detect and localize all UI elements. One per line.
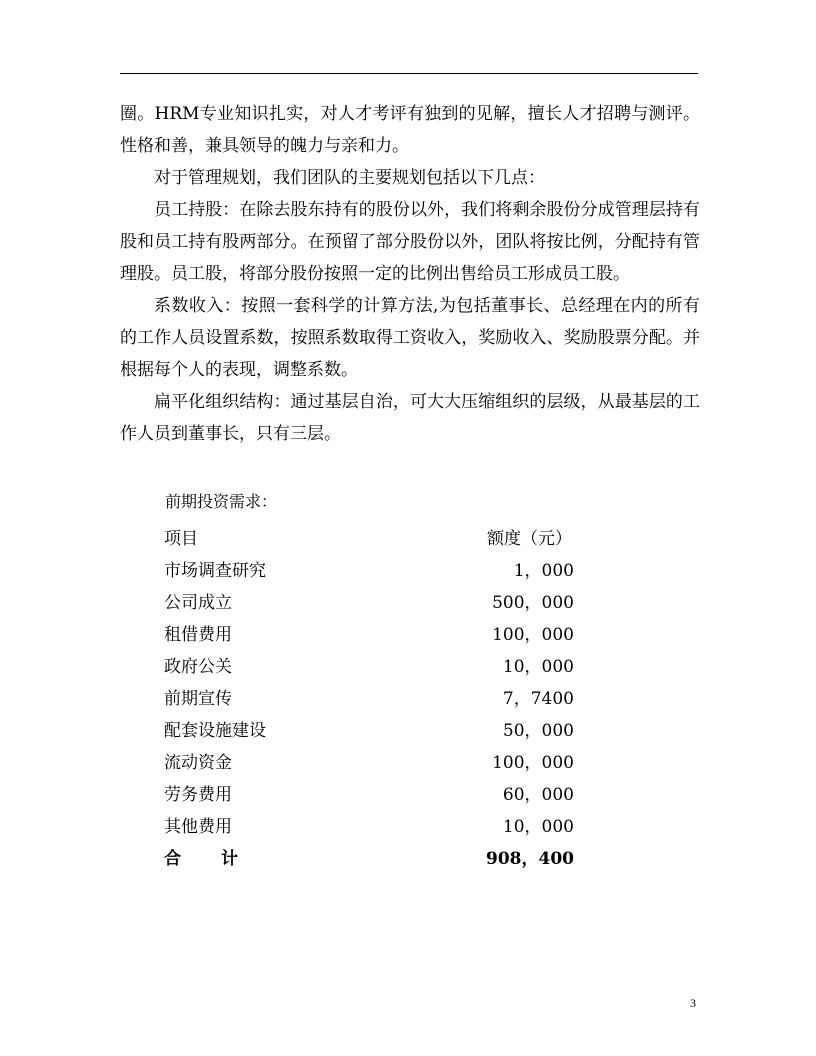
row-amount: 500，000 — [492, 592, 574, 613]
row-item: 公司成立 — [164, 592, 232, 613]
table-row — [160, 552, 574, 584]
row-item: 前期宣传 — [164, 688, 232, 709]
paragraph-flat-structure: 扁平化组织结构：通过基层自治，可大大压缩组织的层级，从最基层的工作人员到董事长，只有三层。 — [120, 392, 700, 444]
row-item: 流动资金 — [164, 752, 232, 773]
investment-heading: 前期投资需求： — [165, 492, 278, 511]
paragraph-employee-stock: 员工持股：在除去股东持有的股份以外，我们将剩余股份分成管理层持有股和员工持有股两部分。在预留了部分股份以外，团队将按比例，分配持有管理股。员工股，将部分股份按照一定的比例出售给员工形成员工股。 — [120, 200, 700, 284]
table-row — [160, 584, 574, 616]
row-amount: 10，000 — [502, 816, 574, 837]
row-item: 政府公关 — [164, 656, 232, 677]
paragraph-management-intro: 对于管理规划，我们团队的主要规划包括以下几点： — [154, 168, 545, 188]
row-item: 市场调查研究 — [164, 560, 266, 581]
page-number: 3 — [690, 996, 696, 1010]
table-row — [160, 648, 574, 680]
table-row — [160, 744, 574, 776]
investment-table — [160, 520, 574, 872]
total-label — [160, 840, 399, 872]
row-item: 其他费用 — [164, 816, 232, 837]
table-row — [160, 616, 574, 648]
total-amount: 908，400 — [486, 848, 574, 869]
row-item: 劳务费用 — [164, 784, 232, 805]
table-row — [160, 808, 574, 840]
total-row — [160, 840, 574, 872]
header-rule — [120, 73, 698, 74]
column-header-item: 项目 — [164, 528, 198, 549]
row-amount: 50，000 — [502, 720, 574, 741]
row-amount: 100，000 — [492, 752, 574, 773]
paragraph-coefficient-income: 系数收入：按照一套科学的计算方法,为包括董事长、总经理在内的所有的工作人员设置系数，按照系数取得工资收入，奖励收入、奖励股票分配。并根据每个人的表现，调整系数。 — [120, 296, 700, 380]
row-amount: 1，000 — [513, 560, 574, 581]
total-label-a: 合 — [164, 848, 181, 869]
row-item: 租借费用 — [164, 624, 232, 645]
body-text — [120, 98, 700, 450]
row-amount: 7，7400 — [502, 688, 574, 709]
total-label-b: 计 — [221, 848, 238, 869]
table-row — [160, 680, 574, 712]
row-amount: 10，000 — [502, 656, 574, 677]
column-header-amount: 额度（元） — [487, 528, 572, 549]
table-header-row — [160, 520, 574, 552]
row-item: 配套设施建设 — [164, 720, 266, 741]
paragraph-hrm: 圈。HRM专业知识扎实，对人才考评有独到的见解，擅长人才招聘与测评。性格和善，兼具领导的魄力与亲和力。 — [120, 104, 700, 156]
table-row — [160, 776, 574, 808]
table-row — [160, 712, 574, 744]
row-amount: 100，000 — [492, 624, 574, 645]
row-amount: 60，000 — [502, 784, 574, 805]
